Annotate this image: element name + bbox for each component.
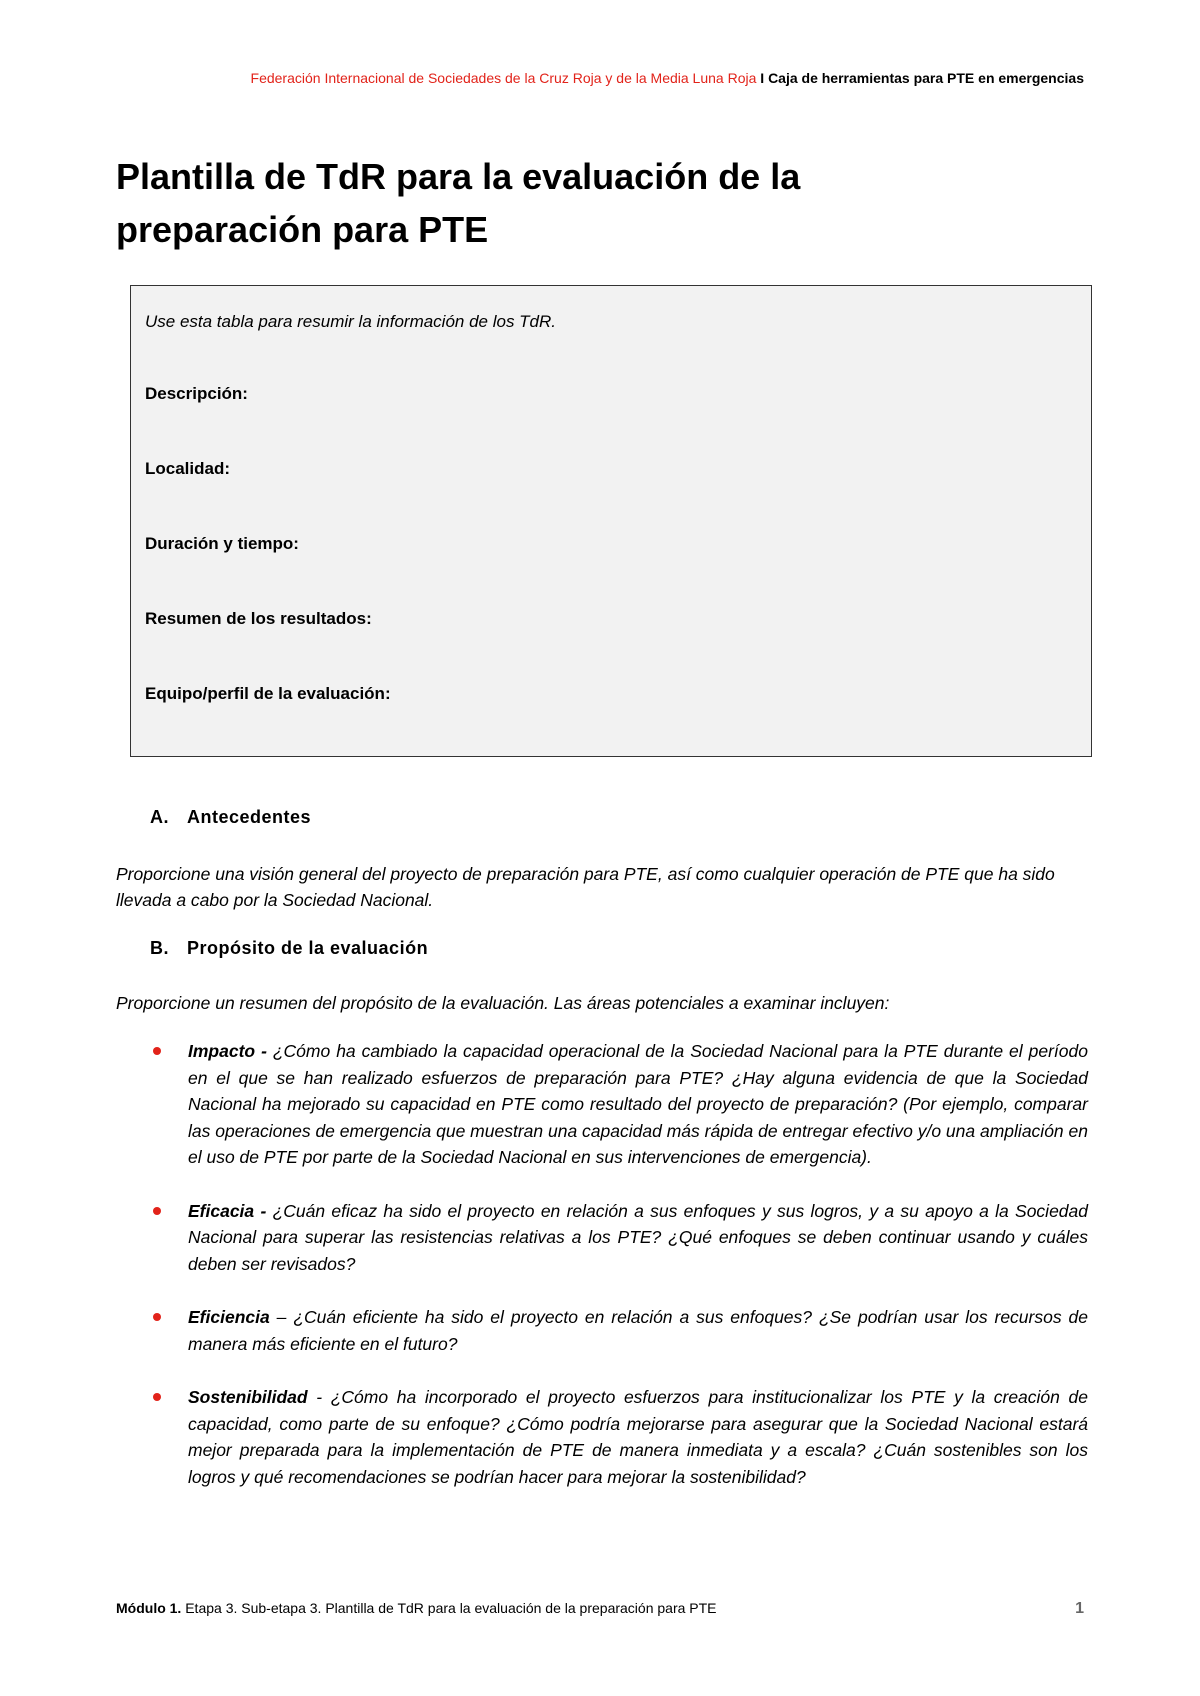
field-resumen-resultados: Resumen de los resultados: xyxy=(145,609,372,628)
section-a-title: Antecedentes xyxy=(187,807,312,827)
header-organization: Federación Internacional de Sociedades de la Cruz Roja y de la Media Luna Roja xyxy=(250,70,757,86)
footer-text: Etapa 3. Sub-etapa 3. Plantilla de TdR para la evaluación de la preparación para PTE xyxy=(181,1600,717,1616)
section-a-heading xyxy=(150,807,311,828)
evaluation-areas-list xyxy=(148,1038,1088,1517)
bullet-term: Eficiencia xyxy=(188,1307,270,1327)
bullet-dash: - xyxy=(255,1041,273,1061)
page-title xyxy=(116,150,1016,256)
section-a-letter: A. xyxy=(150,807,169,827)
running-header xyxy=(251,70,1084,86)
field-duracion: Duración y tiempo: xyxy=(145,534,299,553)
bullet-text: ¿Cómo ha incorporado el proyecto esfuerzos para institucionalizar los PTE y la creación de capacidad, como parte de su enfoque? ¿Cómo podría mejorarse para asegurar que la Sociedad Nacional estará mejor preparada para la implementación de PTE de manera inmediata y a escala? ¿Cuán sostenibles son los logros y qué recomendaciones se podrían hacer para mejorar la sostenibilidad? xyxy=(188,1387,1088,1487)
bullet-term: Impacto xyxy=(188,1041,256,1061)
bullet-term: Sostenibilidad xyxy=(188,1387,308,1407)
bullet-text: ¿Cuán eficiente ha sido el proyecto en relación a sus enfoques? ¿Se podrían usar los recursos de manera más eficiente en el futuro? xyxy=(188,1307,1088,1354)
bullet-dash: - xyxy=(254,1200,273,1221)
field-localidad: Localidad: xyxy=(145,459,231,478)
bullet-text: ¿Cómo ha cambiado la capacidad operacional de la Sociedad Nacional para la PTE durante el período en el que se han realizado esfuerzos de preparación para PTE? ¿Hay alguna evidencia de que la Sociedad Nacional ha mejorado su capacidad en PTE como resultado del proyecto de preparación? (Por ejemplo, comparar las operaciones de emergencia que muestran una capacidad más rápida de entregar efectivo y/o una ampliación en el uso de PTE por parte de la Sociedad Nacional en sus intervenciones de emergencia). xyxy=(188,1041,1088,1167)
summary-box xyxy=(130,285,1092,757)
bullet-dot-icon xyxy=(153,1047,161,1055)
section-b-text: Proporcione un resumen del propósito de la evaluación. Las áreas potenciales a examinar incluyen: xyxy=(116,993,890,1013)
title-line-2: preparación para PTE xyxy=(116,209,489,250)
list-item-impacto xyxy=(148,1038,1088,1171)
list-item-sostenibilidad xyxy=(148,1384,1088,1490)
section-b-title: Propósito de la evaluación xyxy=(187,938,429,958)
running-footer xyxy=(116,1600,1084,1616)
header-toolkit: Caja de herramientas para PTE en emergencias xyxy=(768,70,1084,86)
header-separator: I xyxy=(756,70,769,86)
field-descripcion: Descripción: xyxy=(145,384,248,403)
list-item-eficiencia xyxy=(148,1304,1088,1357)
bullet-dot-icon xyxy=(153,1393,161,1401)
bullet-dot-icon xyxy=(153,1313,161,1321)
page-number: 1 xyxy=(1075,1600,1084,1617)
section-a-text: Proporcione una visión general del proyecto de preparación para PTE, así como cualquier operación de PTE que ha sido llevada a cabo por la Sociedad Nacional. xyxy=(116,864,1055,910)
bullet-dot-icon xyxy=(153,1207,161,1215)
bullet-term: Eficacia xyxy=(188,1200,255,1221)
bullet-dash: - xyxy=(307,1387,331,1407)
field-equipo-perfil: Equipo/perfil de la evaluación: xyxy=(145,684,391,703)
section-b-letter: B. xyxy=(150,938,169,958)
summary-intro: Use esta tabla para resumir la información de los TdR. xyxy=(145,312,557,331)
footer-module: Módulo 1. xyxy=(116,1600,182,1616)
bullet-dash: – xyxy=(269,1307,294,1327)
list-item-eficacia xyxy=(148,1198,1088,1278)
section-b-heading xyxy=(150,938,428,959)
title-line-1: Plantilla de TdR para la evaluación de la xyxy=(116,156,801,197)
bullet-text: ¿Cuán eficaz ha sido el proyecto en relación a sus enfoques y sus logros, y a su apoyo a la Sociedad Nacional para superar las resistencias relativas a los PTE? ¿Qué enfoques se deben continuar usando y cuáles deben ser revisados? xyxy=(188,1200,1088,1274)
